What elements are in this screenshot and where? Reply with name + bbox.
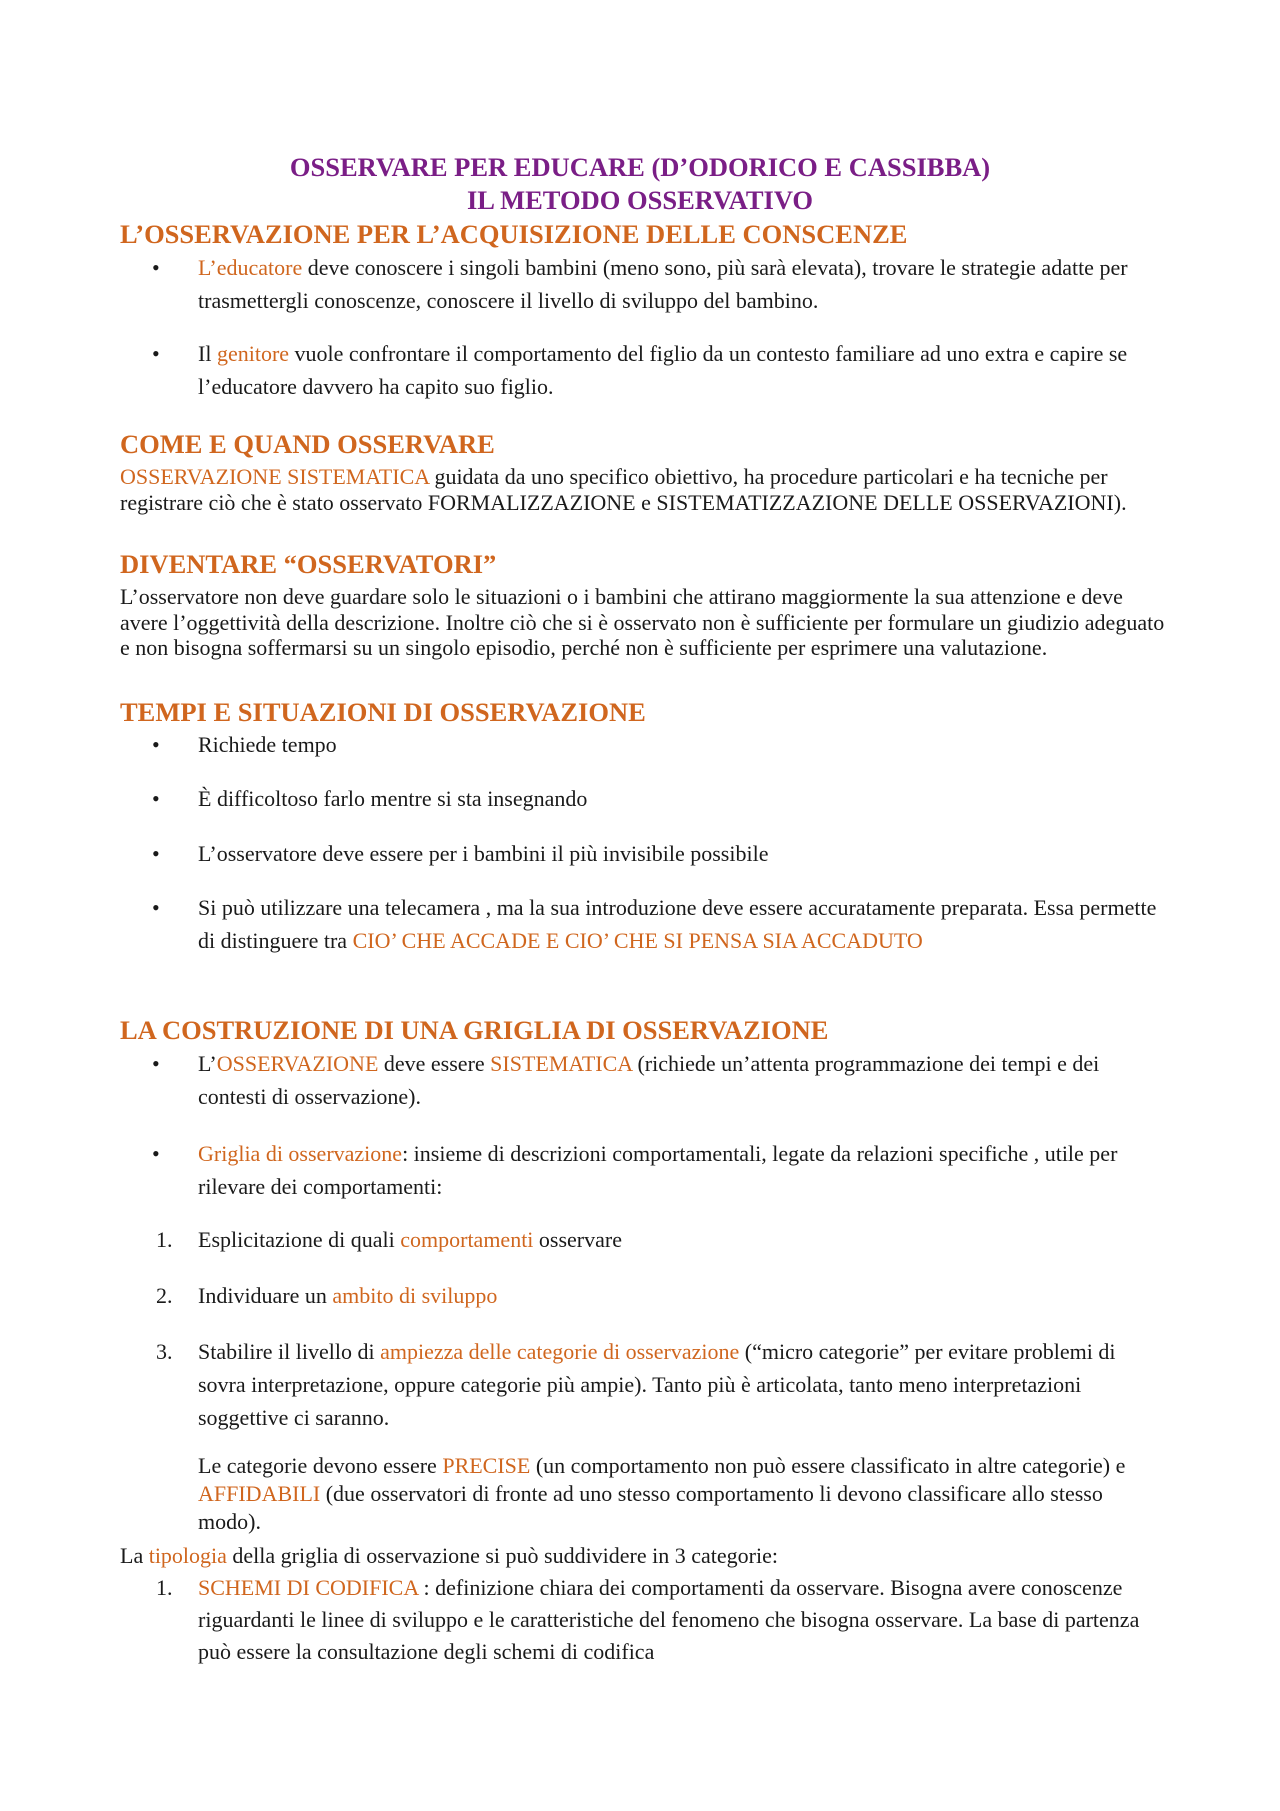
- numbered-item: 1. Esplicitazione di quali comportamenti osservare: [198, 1223, 1158, 1256]
- document-subtitle: IL METODO OSSERVATIVO: [466, 185, 814, 215]
- highlight: Griglia di osservazione: [198, 1141, 403, 1166]
- highlight: CIO’ CHE ACCADE E CIO’ CHE SI PENSA SIA ACCADUTO: [352, 928, 923, 953]
- bullet-marker: •: [152, 732, 160, 757]
- document-title: OSSERVARE PER EDUCARE (D’ODORICO E CASSIBBA): [289, 152, 991, 182]
- bullet-marker: •: [152, 1141, 160, 1166]
- list-item: • Richiede tempo: [198, 728, 1158, 761]
- list-item: • Il genitore vuole confrontare il comportamento del figlio da un contesto familiare ad uno extra e capire se l’educatore davvero ha capito suo figlio.: [198, 337, 1158, 403]
- number-marker: 1.: [156, 1575, 173, 1600]
- highlight: AFFIDABILI: [198, 1481, 321, 1506]
- number-marker: 3.: [156, 1339, 173, 1364]
- numbered-item: 1. SCHEMI DI CODIFICA : definizione chiara dei comportamenti da osservare. Bisogna avere conoscenze riguardanti le linee di sviluppo e le caratteristiche del fenomeno che bisogna osservare. La base di partenza può essere la consultazione degli schemi di codifica: [198, 1572, 1158, 1668]
- heading-osservazione-acquisizione: L’OSSERVAZIONE PER L’ACQUISIZIONE DELLE CONSCENZE: [120, 219, 908, 249]
- list-item: • Griglia di osservazione: insieme di descrizioni comportamentali, legate da relazioni specifiche , utile per rilevare dei comportamenti:: [198, 1137, 1158, 1203]
- highlight: genitore: [216, 341, 290, 366]
- list-item: • L’OSSERVAZIONE deve essere SISTEMATICA (richiede un’attenta programmazione dei tempi e dei contesti di osservazione).: [198, 1047, 1158, 1113]
- categories-note: Le categorie devono essere PRECISE (un comportamento non può essere classificato in altre categorie) e AFFIDABILI (due osservatori di fronte ad uno stesso comportamento li devono classificare allo stesso modo).: [198, 1453, 1126, 1534]
- heading-tempi-situazioni: TEMPI E SITUAZIONI DI OSSERVAZIONE: [120, 697, 646, 727]
- highlight: ambito di sviluppo: [332, 1283, 498, 1308]
- highlight: L’educatore: [198, 255, 303, 280]
- highlight: tipologia: [148, 1543, 227, 1568]
- highlight: SISTEMATICA: [490, 1051, 632, 1076]
- bullet-marker: •: [152, 841, 160, 866]
- list-item: • L’osservatore deve essere per i bambini il più invisibile possibile: [198, 837, 1158, 870]
- highlight: ampiezza delle categorie di osservazione: [380, 1339, 740, 1364]
- numbered-item: 3. Stabilire il livello di ampiezza delle categorie di osservazione (“micro categorie” per evitare problemi di sovra interpretazione, oppure categorie più ampie). Tanto più è articolata, tanto meno interpretazioni soggettive ci saranno.: [198, 1335, 1158, 1434]
- heading-costruzione-griglia: LA COSTRUZIONE DI UNA GRIGLIA DI OSSERVAZIONE: [120, 1015, 829, 1045]
- bullet-marker: •: [152, 255, 160, 280]
- highlight: PRECISE: [442, 1453, 531, 1478]
- list-item: • È difficoltoso farlo mentre si sta insegnando: [198, 782, 1158, 815]
- bullet-marker: •: [152, 895, 160, 920]
- number-marker: 1.: [156, 1227, 173, 1252]
- bullet-marker: •: [152, 786, 160, 811]
- highlight: OSSERVAZIONE SISTEMATICA: [120, 464, 429, 489]
- paragraph-osservatore: L’osservatore non deve guardare solo le situazioni o i bambini che attirano maggiormente la sua attenzione e deve avere l’oggettività della descrizione. Inoltre ciò che si è osservato non è sufficiente per formulare un giudizio adeguato e non bisogna soffermarsi su un singolo episodio, perché non è sufficiente per esprimere una valutazione.: [120, 584, 1165, 660]
- list-item: • L’educatore deve conoscere i singoli bambini (meno sono, più sarà elevata), trovare le strategie adatte per trasmettergli conoscenze, conoscere il livello di sviluppo del bambino.: [198, 251, 1158, 317]
- number-marker: 2.: [156, 1283, 173, 1308]
- numbered-item: 2. Individuare un ambito di sviluppo: [198, 1279, 1158, 1312]
- bullet-marker: •: [152, 1051, 160, 1076]
- paragraph-osservazione-sistematica: OSSERVAZIONE SISTEMATICA guidata da uno specifico obiettivo, ha procedure particolari e ha tecniche per registrare ciò che è stato osservato FORMALIZZAZIONE e SISTEMATIZZAZIONE DELLE OSSERVAZIONI).: [120, 464, 1127, 515]
- heading-diventare-osservatori: DIVENTARE “OSSERVATORI”: [120, 549, 497, 579]
- heading-come-quando-osservare: COME E QUAND OSSERVARE: [120, 429, 495, 459]
- highlight: comportamenti: [400, 1227, 534, 1252]
- paragraph-tipologia: La tipologia della griglia di osservazione si può suddividere in 3 categorie:: [120, 1543, 778, 1568]
- highlight: SCHEMI DI CODIFICA: [198, 1575, 419, 1600]
- highlight: OSSERVAZIONE: [216, 1051, 379, 1076]
- list-item: • Si può utilizzare una telecamera , ma la sua introduzione deve essere accuratamente preparata. Essa permette di distinguere tra CIO’ CHE ACCADE E CIO’ CHE SI PENSA SIA ACCADUTO: [198, 891, 1158, 957]
- bullet-marker: •: [152, 341, 160, 366]
